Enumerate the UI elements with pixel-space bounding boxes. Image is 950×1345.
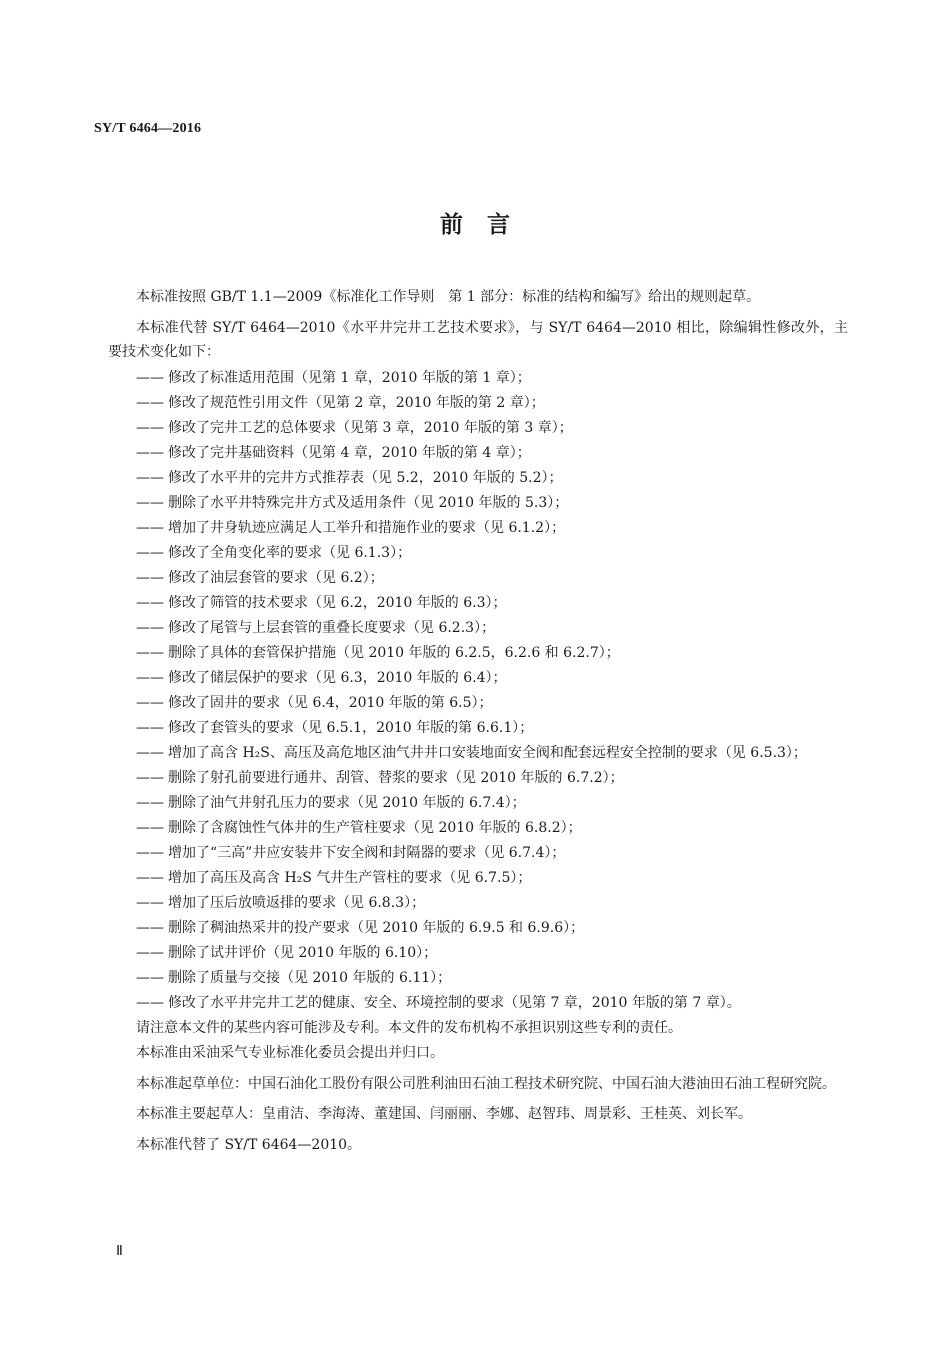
list-item-text: 增加了高含 H₂S、高压及高危地区油气井井口安装地面安全阀和配套远程安全控制的要求（见 6.5.3）； (168, 744, 807, 761)
list-item-text: 增加了压后放喷返排的要求（见 6.8.3）； (168, 894, 426, 911)
dash-marker: —— (136, 519, 164, 536)
intro-paragraph-2: 本标准代替 SY/T 6464—2010《水平井完井工艺技术要求》，与 SY/T 6464—2010 相比，除编辑性修改外，主要技术变化如下： (108, 319, 848, 360)
list-item-text: 删除了质量与交接（见 2010 年版的 6.11）； (168, 969, 452, 986)
dash-marker: —— (136, 369, 164, 386)
dash-marker: —— (136, 769, 164, 786)
dash-marker: —— (136, 544, 164, 561)
list-item-text: 删除了含腐蚀性气体井的生产管柱要求（见 2010 年版的 6.8.2）； (168, 819, 582, 836)
dash-marker: —— (136, 894, 164, 911)
list-item (108, 716, 848, 741)
list-item-text: 删除了稠油热采井的投产要求（见 2010 年版的 6.9.5 和 6.9.6）； (168, 919, 585, 936)
list-item-text: 删除了射孔前要进行通井、刮管、替浆的要求（见 2010 年版的 6.7.2）； (168, 769, 624, 786)
list-item (108, 541, 848, 566)
list-item-text: 修改了尾管与上层套管的重叠长度要求（见 6.2.3）； (168, 619, 496, 636)
list-item (108, 891, 848, 916)
list-item-text: 删除了试井评价（见 2010 年版的 6.10）； (168, 944, 438, 961)
dash-marker: —— (136, 794, 164, 811)
list-item (108, 466, 848, 491)
list-item-text: 增加了“三高”井应安装井下安全阀和封隔器的要求（见 6.7.4）； (168, 844, 566, 861)
standard-code-header: SY/T 6464—2016 (94, 121, 202, 136)
dash-marker: —— (136, 744, 164, 761)
list-item (108, 841, 848, 866)
dash-marker: —— (136, 819, 164, 836)
page-number: Ⅱ (116, 1244, 123, 1259)
list-item (108, 666, 848, 691)
dash-marker: —— (136, 394, 164, 411)
drafting-units: 本标准起草单位：中国石油化工股份有限公司胜利油田石油工程技术研究院、中国石油大港油田石油工程研究院。 (136, 1075, 836, 1092)
dash-marker: —— (136, 694, 164, 711)
dash-marker: —— (136, 569, 164, 586)
list-item (108, 441, 848, 466)
list-item (108, 766, 848, 791)
list-item-text: 删除了水平井特殊完井方式及适用条件（见 2010 年版的 5.3）； (168, 494, 569, 511)
dash-marker: —— (136, 994, 164, 1011)
list-item-text: 修改了完井工艺的总体要求（见第 3 章，2010 年版的第 3 章）； (168, 419, 573, 436)
list-item-text: 修改了套管头的要求（见 6.5.1，2010 年版的第 6.6.1）； (168, 719, 534, 736)
dash-marker: —— (136, 594, 164, 611)
dash-marker: —— (136, 419, 164, 436)
page-title: 前言 (440, 211, 534, 238)
dash-marker: —— (136, 669, 164, 686)
list-item-text: 修改了筛管的技术要求（见 6.2，2010 年版的 6.3）； (168, 594, 507, 611)
list-item (108, 941, 848, 966)
list-item (108, 991, 848, 1016)
list-item (108, 516, 848, 541)
list-item-text: 修改了规范性引用文件（见第 2 章，2010 年版的第 2 章）； (168, 394, 545, 411)
dash-marker: —— (136, 844, 164, 861)
intro-paragraph-1: 本标准按照 GB/T 1.1—2009《标准化工作导则 第 1 部分：标准的结构和编写》给出的规则起草。 (136, 289, 761, 305)
list-item-text: 增加了井身轨迹应满足人工举升和措施作业的要求（见 6.1.2）； (168, 519, 566, 536)
list-item (108, 366, 848, 391)
list-item (108, 691, 848, 716)
list-item-text: 删除了具体的套管保护措施（见 2010 年版的 6.2.5，6.2.6 和 6.2.7）； (168, 644, 620, 661)
main-drafters: 本标准主要起草人：皇甫洁、李海涛、董建国、闫丽丽、李娜、赵智玮、周景彩、王桂英、刘长军。 (136, 1106, 752, 1123)
dash-marker: —— (136, 969, 164, 986)
list-item (108, 641, 848, 666)
list-item-text: 增加了高压及高含 H₂S 气井生产管柱的要求（见 6.7.5）； (168, 869, 532, 886)
dash-marker: —— (136, 644, 164, 661)
list-item-text: 修改了完井基础资料（见第 4 章，2010 年版的第 4 章）； (168, 444, 531, 461)
list-item (108, 566, 848, 591)
list-item (108, 916, 848, 941)
list-item (108, 391, 848, 416)
list-item (108, 491, 848, 516)
list-item-text: 修改了储层保护的要求（见 6.3，2010 年版的 6.4）； (168, 669, 507, 686)
replacement-statement: 本标准代替了 SY/T 6464—2010。 (136, 1136, 362, 1153)
document-body (108, 285, 848, 1159)
dash-marker: —— (136, 869, 164, 886)
list-item (108, 616, 848, 641)
dash-marker: —— (136, 944, 164, 961)
list-item-text: 删除了油气井射孔压力的要求（见 2010 年版的 6.7.4）； (168, 794, 526, 811)
dash-marker: —— (136, 619, 164, 636)
list-item (108, 866, 848, 891)
change-list (108, 366, 848, 1016)
patent-notice: 请注意本文件的某些内容可能涉及专利。本文件的发布机构不承担识别这些专利的责任。 (136, 1019, 682, 1036)
list-item (108, 966, 848, 991)
dash-marker: —— (136, 719, 164, 736)
list-item-text: 修改了全角变化率的要求（见 6.1.3）； (168, 544, 412, 561)
list-item (108, 741, 848, 766)
list-item-text: 修改了固井的要求（见 6.4，2010 年版的第 6.5）； (168, 694, 493, 711)
dash-marker: —— (136, 919, 164, 936)
list-item (108, 791, 848, 816)
list-item (108, 816, 848, 841)
list-item-text: 修改了水平井完井工艺的健康、安全、环境控制的要求（见第 7 章，2010 年版的第 7 章）。 (168, 994, 741, 1011)
list-item (108, 416, 848, 441)
list-item-text: 修改了水平井的完井方式推荐表（见 5.2，2010 年版的 5.2）； (168, 469, 563, 486)
dash-marker: —— (136, 444, 164, 461)
list-item (108, 591, 848, 616)
dash-marker: —— (136, 494, 164, 511)
list-item-text: 修改了油层套管的要求（见 6.2）； (168, 569, 384, 586)
list-item-text: 修改了标准适用范围（见第 1 章，2010 年版的第 1 章）； (168, 369, 531, 386)
dash-marker: —— (136, 469, 164, 486)
proposer-statement: 本标准由采油采气专业标准化委员会提出并归口。 (136, 1045, 444, 1062)
